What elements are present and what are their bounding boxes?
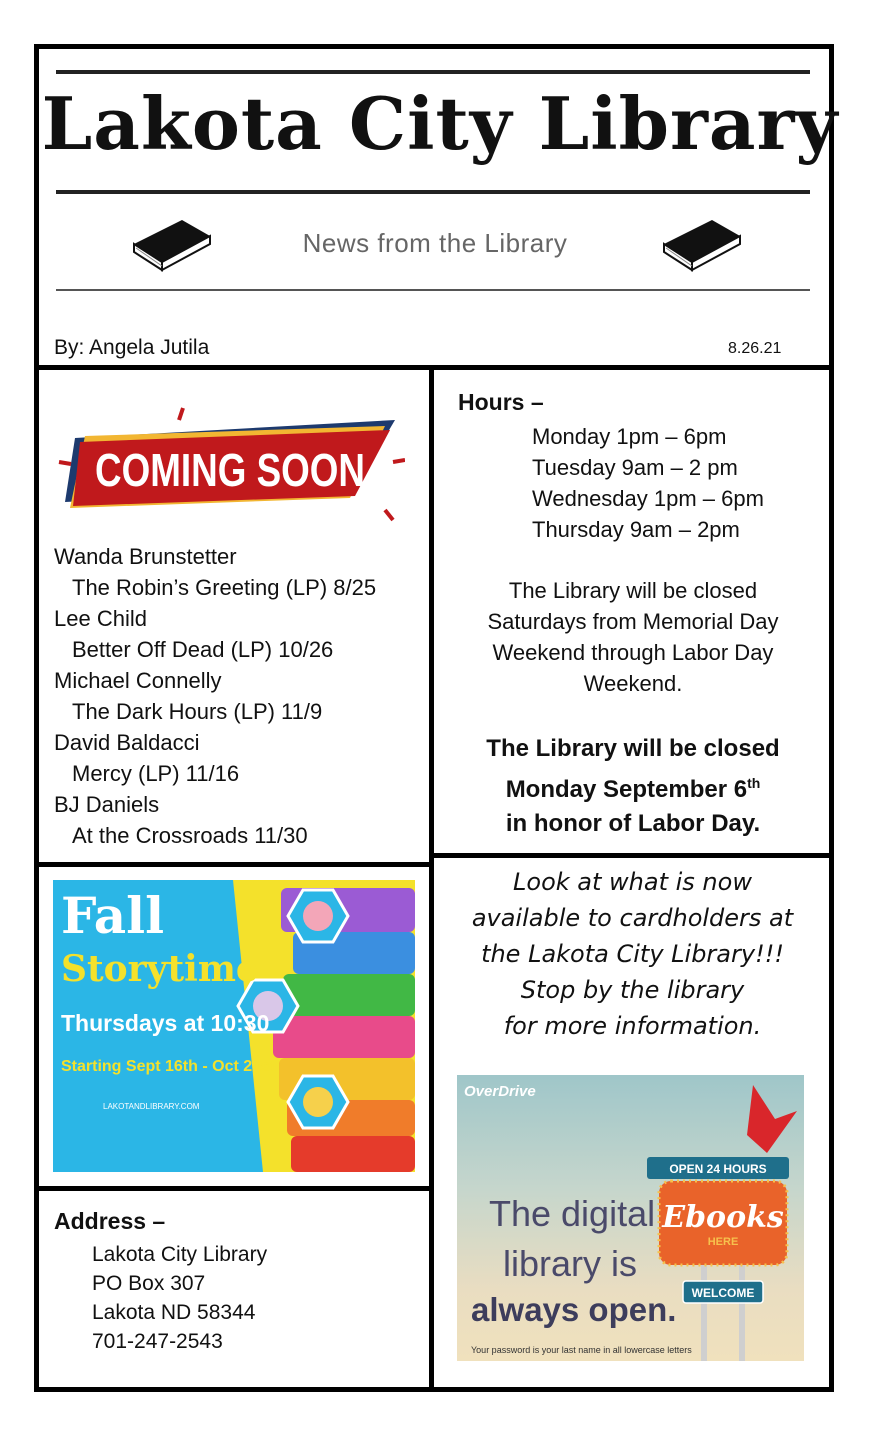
divider bbox=[34, 1186, 432, 1191]
byline: By: Angela Jutila bbox=[54, 336, 210, 359]
storytime-word-storytime: Storytime bbox=[61, 948, 259, 990]
overdrive-headline-line: The digital bbox=[489, 1193, 656, 1234]
labor-day-closure-note bbox=[450, 732, 816, 841]
promo-line: for more information. bbox=[503, 1012, 762, 1040]
note-line: Weekend. bbox=[583, 671, 683, 696]
subtitle: News from the Library bbox=[302, 228, 568, 258]
ordinal-suffix: th bbox=[747, 775, 761, 791]
overdrive-promo-text bbox=[440, 864, 825, 1044]
book-author: Michael Connelly bbox=[54, 668, 222, 693]
book-author: BJ Daniels bbox=[54, 792, 160, 817]
storytime-date-range: Starting Sept 16th - Oct 21st bbox=[61, 1058, 276, 1075]
storytime-website: LAKOTANDLIBRARY.COM bbox=[103, 1102, 200, 1111]
note-line: Saturdays from Memorial Day bbox=[487, 609, 779, 634]
promo-line: the Lakota City Library!!! bbox=[481, 940, 784, 968]
book-title: The Robin’s Greeting (LP) 8/25 bbox=[72, 575, 377, 600]
masthead-rule bbox=[56, 289, 810, 291]
book-title: Mercy (LP) 11/16 bbox=[72, 761, 240, 786]
address-line: PO Box 307 bbox=[92, 1272, 206, 1295]
book-title: The Dark Hours (LP) 11/9 bbox=[72, 699, 323, 724]
divider bbox=[34, 862, 432, 867]
hours-day: Monday 1pm – 6pm bbox=[532, 424, 727, 449]
upcoming-books-list bbox=[54, 541, 376, 851]
note-text: Monday September 6 bbox=[505, 776, 748, 803]
book-author: Lee Child bbox=[54, 606, 147, 631]
storytime-word-fall: Fall bbox=[61, 886, 165, 945]
hours-day: Tuesday 9am – 2 pm bbox=[532, 455, 738, 480]
overdrive-headline-line: always open. bbox=[471, 1291, 677, 1328]
book-icon bbox=[130, 214, 212, 274]
divider bbox=[432, 853, 832, 858]
hours-heading: Hours – bbox=[458, 389, 544, 415]
masthead-rule bbox=[56, 70, 810, 74]
password-footnote: Your password is your last name in all lowercase letters bbox=[471, 1345, 692, 1355]
address-lines bbox=[92, 1240, 267, 1356]
book-title: Better Off Dead (LP) 10/26 bbox=[72, 637, 334, 662]
promo-line: Stop by the library bbox=[520, 976, 745, 1004]
note-line: in honor of Labor Day. bbox=[505, 810, 761, 837]
address-line: 701-247-2543 bbox=[92, 1330, 223, 1353]
masthead-title: Lakota City Library bbox=[41, 81, 839, 166]
saturday-closure-note bbox=[450, 575, 816, 699]
note-line: The Library will be closed bbox=[486, 735, 780, 762]
note-line bbox=[450, 766, 816, 807]
here-word: HERE bbox=[707, 1236, 739, 1248]
overdrive-headline-line: library is bbox=[503, 1243, 638, 1284]
address-heading: Address – bbox=[54, 1208, 166, 1234]
address-line: Lakota ND 58344 bbox=[92, 1301, 256, 1324]
ebooks-word: Ebooks bbox=[662, 1200, 784, 1235]
divider bbox=[429, 365, 434, 1392]
book-author: Wanda Brunstetter bbox=[54, 544, 237, 569]
note-line: Weekend through Labor Day bbox=[492, 640, 774, 665]
hours-list bbox=[532, 421, 764, 545]
open-24-hours-label: OPEN 24 HOURS bbox=[669, 1162, 767, 1176]
masthead-rule bbox=[56, 190, 810, 194]
fall-storytime-flyer bbox=[53, 880, 415, 1172]
book-title: At the Crossroads 11/30 bbox=[72, 823, 308, 848]
storytime-schedule: Thursdays at 10:30 bbox=[61, 1010, 270, 1036]
welcome-label: WELCOME bbox=[691, 1286, 755, 1300]
overdrive-ad bbox=[457, 1075, 804, 1361]
coming-soon-text: COMING SOON bbox=[95, 444, 365, 496]
hours-day: Wednesday 1pm – 6pm bbox=[532, 486, 764, 511]
book-author: David Baldacci bbox=[54, 730, 200, 755]
book-icon bbox=[660, 214, 742, 274]
promo-line: Look at what is now bbox=[513, 868, 752, 896]
promo-line: available to cardholders at bbox=[471, 904, 794, 932]
coming-soon-banner bbox=[55, 400, 405, 525]
overdrive-logo: OverDrive bbox=[464, 1083, 536, 1100]
hours-day: Thursday 9am – 2pm bbox=[532, 517, 740, 542]
address-line: Lakota City Library bbox=[92, 1243, 268, 1266]
note-line: The Library will be closed bbox=[508, 578, 758, 603]
divider bbox=[34, 365, 834, 370]
issue-date: 8.26.21 bbox=[728, 340, 782, 357]
